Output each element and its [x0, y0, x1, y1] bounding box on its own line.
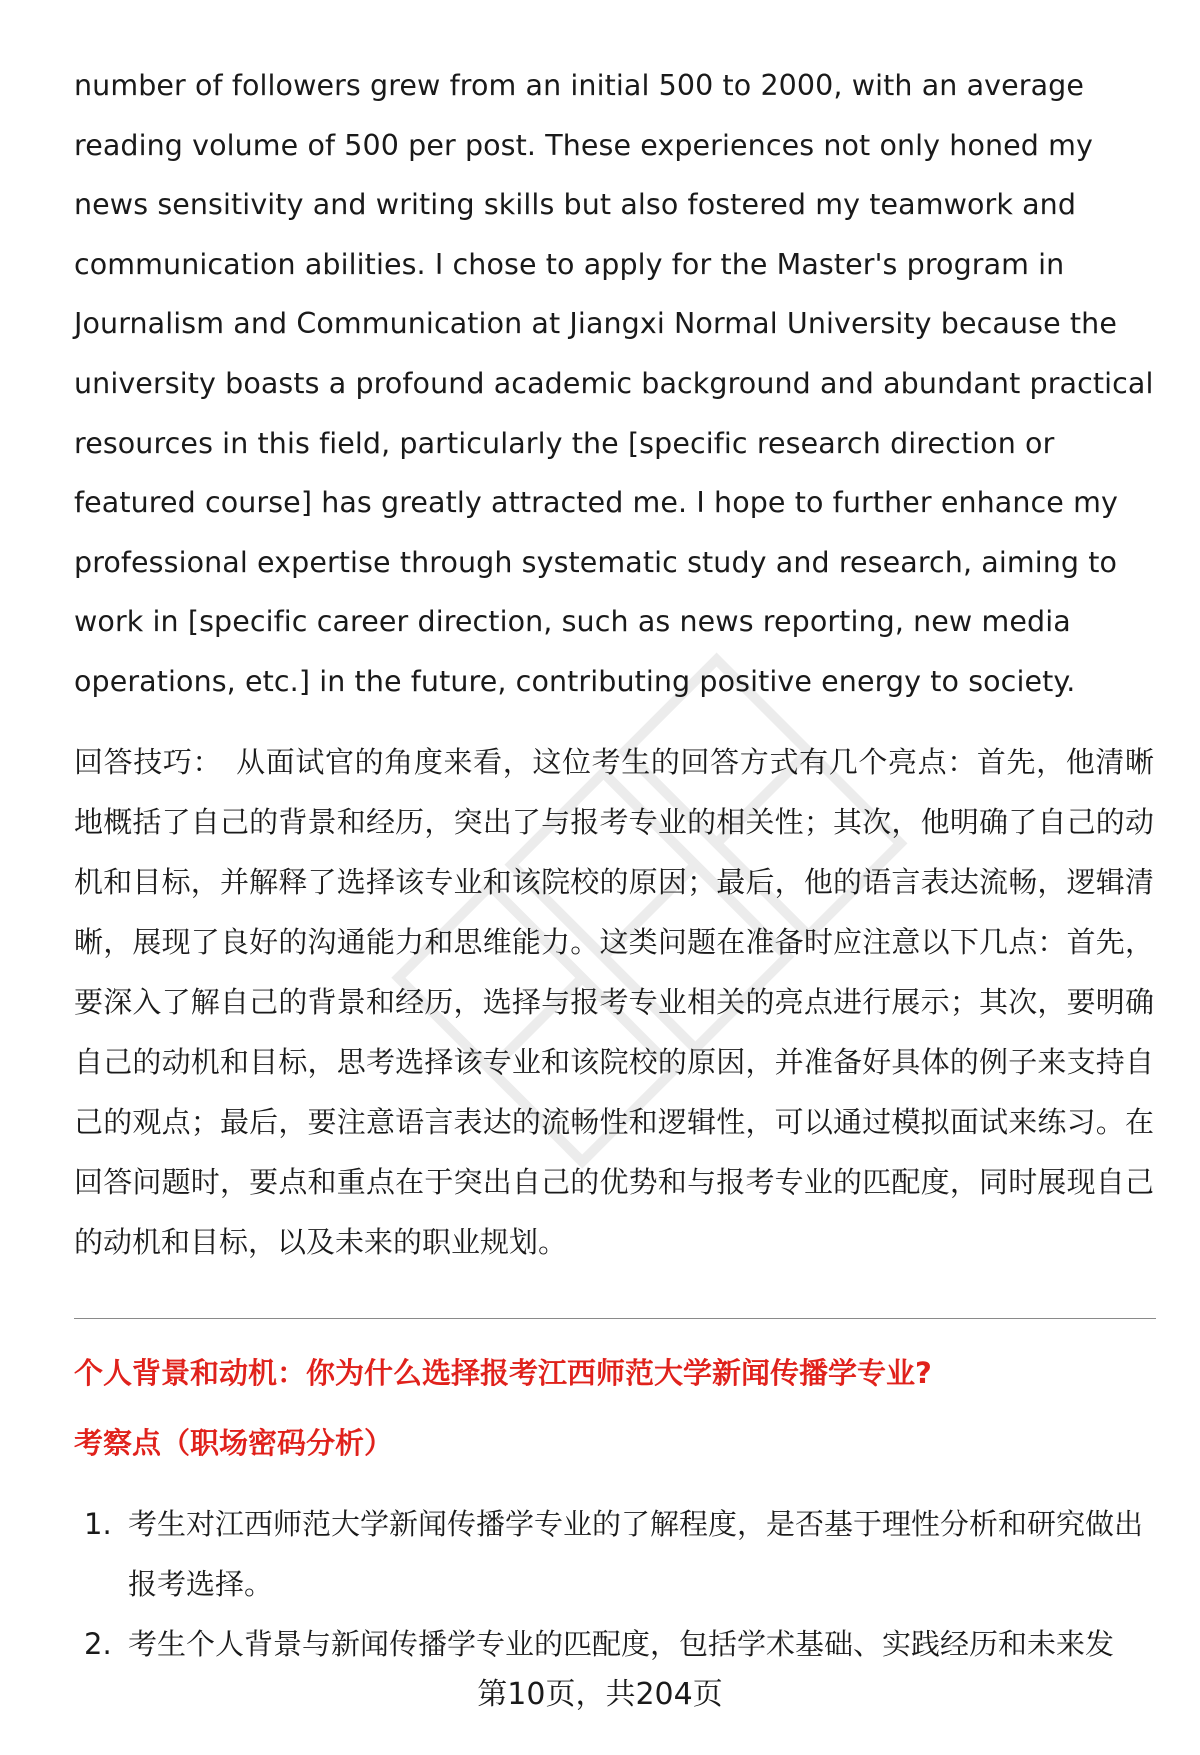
list-item [74, 1614, 1154, 1674]
section-divider [74, 1318, 1156, 1319]
english-line: operations, etc.] in the future, contributing positive energy to society. [74, 664, 1076, 698]
english-line: Journalism and Communication at Jiangxi Normal University because the [74, 307, 1117, 341]
list-item-text: 考生对江西师范大学新闻传播学专业的了解程度，是否基于理性分析和研究做出报考选择。 [128, 1507, 1144, 1601]
body-content [74, 56, 1154, 1272]
english-line: resources in this field, particularly the [specific research direction or [74, 426, 1055, 460]
answer-tips-paragraph [74, 732, 1154, 1272]
page-number-footer: 第10页，共204页 [477, 1677, 723, 1712]
english-line: featured course] has greatly attracted me. I hope to further enhance my [74, 486, 1118, 520]
list-item [74, 1494, 1154, 1614]
tips-text: 从面试官的角度来看，这位考生的回答方式有几个亮点：首先，他清晰地概括了自己的背景和经历，突出了与报考专业的相关性；其次，他明确了自己的动机和目标，并解释了选择该专业和该院校的原因；最后，他的语言表达流畅，逻辑清晰，展现了良好的沟通能力和思维能力。这类问题在准备时应注意以下几点：首先，要深入了解自己的背景和经历，选择与报考专业相关的亮点进行展示；其次，要明确自己的动机和目标，思考选择该专业和该院校的原因，并准备好具体的例子来支持自己的观点；最后，要注意语言表达的流畅性和逻辑性，可以通过模拟面试来练习。在回答问题时，要点和重点在于突出自己的优势和与报考专业的匹配度，同时展现自己的动机和目标，以及未来的职业规划。 [74, 744, 1154, 1259]
english-line: university boasts a profound academic background and abundant practical [74, 366, 1154, 400]
english-line: reading volume of 500 per post. These experiences not only honed my [74, 128, 1093, 162]
english-line: work in [specific career direction, such as news reporting, new media [74, 605, 1071, 639]
tips-label: 回答技巧： [74, 744, 223, 779]
english-line: number of followers grew from an initial 500 to 2000, with an average [74, 69, 1084, 102]
assessment-subheading: 考察点（职场密码分析） [74, 1426, 394, 1460]
english-paragraph [74, 56, 1154, 712]
english-line: communication abilities. I chose to apply for the Master's program in [74, 247, 1065, 281]
assessment-points-list [74, 1494, 1154, 1674]
english-line: professional expertise through systematic study and research, aiming to [74, 545, 1118, 579]
list-item-text: 考生个人背景与新闻传播学专业的匹配度，包括学术基础、实践经历和未来发 [128, 1627, 1115, 1661]
question-heading: 个人背景和动机：你为什么选择报考江西师范大学新闻传播学专业? [74, 1356, 932, 1390]
list-item-number: 1. [84, 1507, 112, 1541]
list-item-number: 2. [84, 1627, 112, 1661]
english-line: news sensitivity and writing skills but also fostered my teamwork and [74, 188, 1077, 222]
